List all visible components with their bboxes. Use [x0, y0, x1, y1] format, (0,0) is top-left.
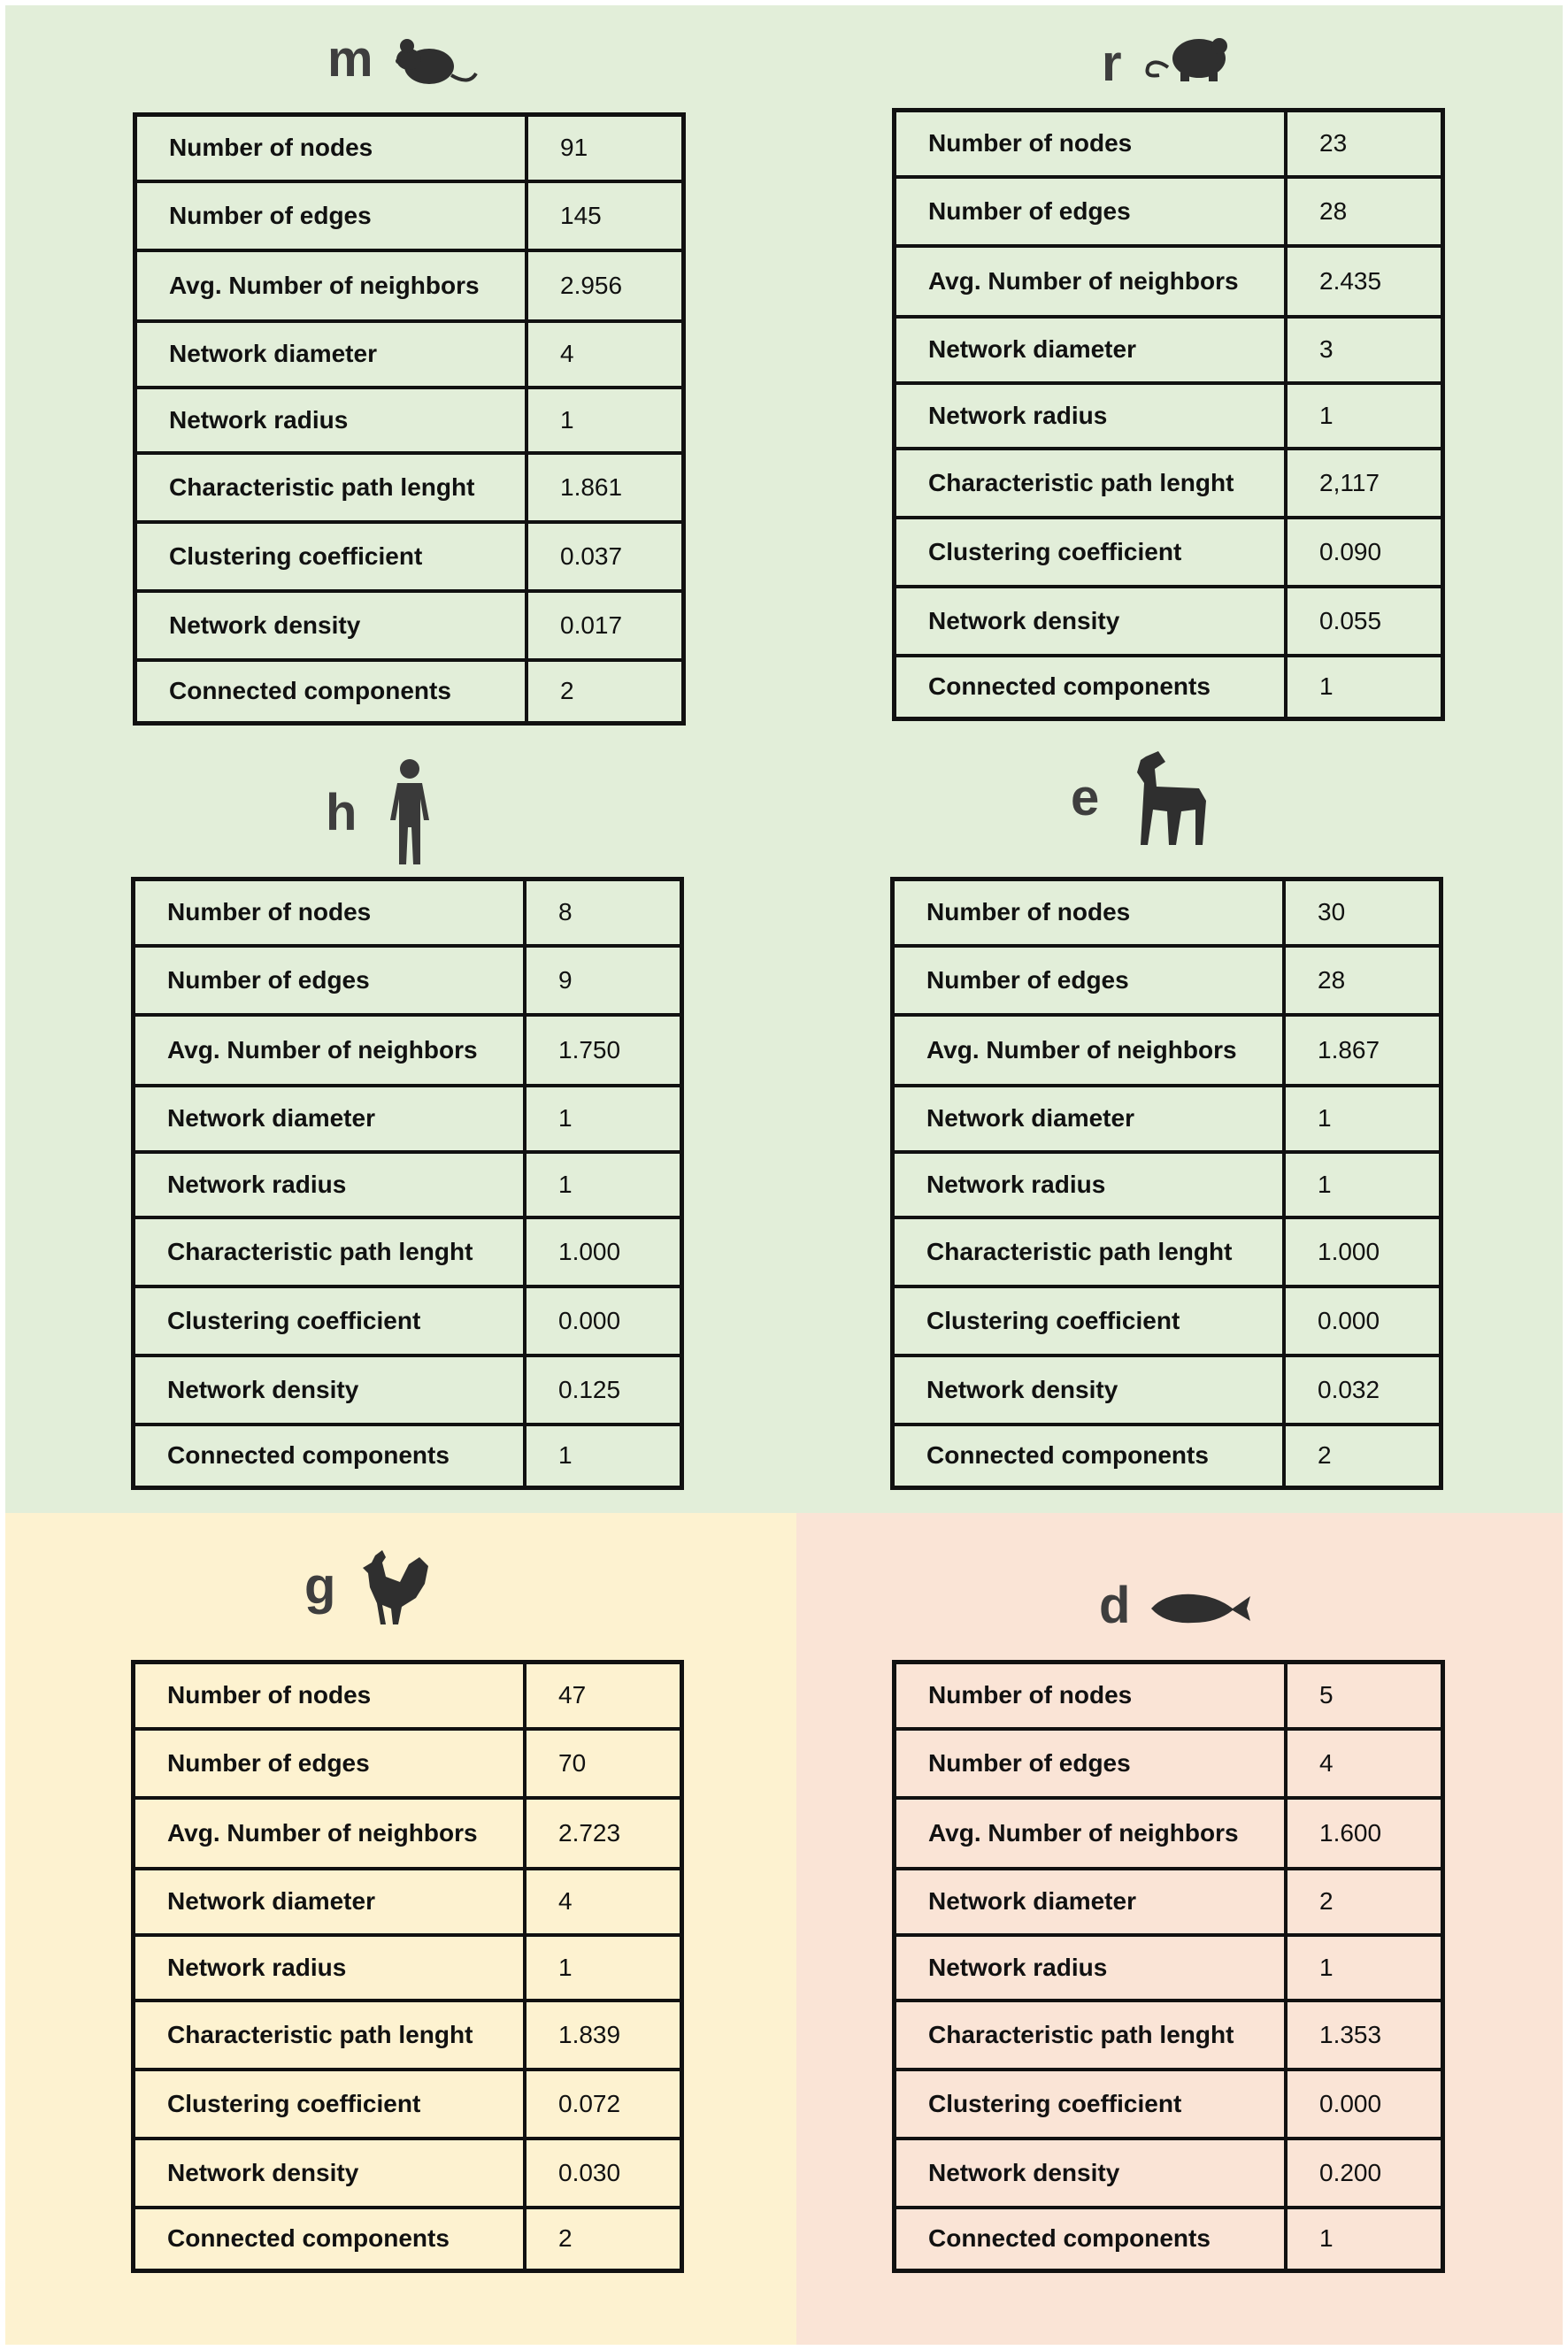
- stats-table-h: [131, 877, 684, 1490]
- metric-value: 1.750: [525, 1015, 682, 1086]
- metric-label: Number of edges: [135, 181, 527, 250]
- metric-label: Network radius: [893, 1152, 1285, 1217]
- metric-value: 2: [1284, 1425, 1441, 1488]
- metric-value: 91: [527, 115, 684, 181]
- panel-d-header: [1099, 1566, 1294, 1655]
- metric-value: 5: [1286, 1663, 1443, 1729]
- metric-label: Characteristic path lenght: [134, 2001, 526, 2070]
- metric-label: Number of nodes: [134, 879, 526, 946]
- metric-label: Avg. Number of neighbors: [893, 1015, 1285, 1086]
- metric-value: 70: [525, 1729, 682, 1798]
- panel-g-letter: g: [304, 1557, 336, 1615]
- fish-icon: [1148, 1582, 1254, 1635]
- metric-value: 4: [1286, 1729, 1443, 1798]
- metric-label: Number of nodes: [134, 1663, 526, 1729]
- metric-label: Network radius: [895, 1935, 1287, 2001]
- metric-value: 1: [525, 1086, 682, 1152]
- stats-table-d: [892, 1660, 1445, 2273]
- metric-value: 8: [525, 879, 682, 946]
- table-row: [134, 1663, 682, 1729]
- metric-value: 1: [1286, 2208, 1443, 2271]
- mouse-icon: [389, 31, 487, 93]
- metric-label: Characteristic path lenght: [135, 453, 527, 522]
- metric-value: 28: [1284, 946, 1441, 1015]
- metric-value: 47: [525, 1663, 682, 1729]
- metric-label: Network diameter: [895, 317, 1287, 383]
- panel-m-header: [327, 27, 504, 119]
- table-row: [895, 656, 1443, 719]
- metric-label: Number of edges: [895, 177, 1287, 246]
- stats-table-e: [890, 877, 1443, 1490]
- panel-d-letter: d: [1099, 1577, 1131, 1634]
- metric-label: Number of edges: [893, 946, 1285, 1015]
- metric-label: Connected components: [893, 1425, 1285, 1488]
- table-row: [134, 1798, 682, 1869]
- metric-label: Number of edges: [134, 1729, 526, 1798]
- table-row: [134, 2208, 682, 2271]
- metric-label: Network diameter: [895, 1869, 1287, 1935]
- metric-label: Number of nodes: [895, 111, 1287, 177]
- metric-value: 2.723: [525, 1798, 682, 1869]
- table-row: [134, 1086, 682, 1152]
- metric-label: Network diameter: [134, 1869, 526, 1935]
- metric-label: Avg. Number of neighbors: [134, 1798, 526, 1869]
- table-row: [134, 2001, 682, 2070]
- metric-value: 28: [1286, 177, 1443, 246]
- table-row: [134, 1869, 682, 1935]
- metric-label: Characteristic path lenght: [895, 449, 1287, 518]
- table-row: [893, 1355, 1441, 1425]
- stats-table-r: [892, 108, 1445, 721]
- metric-label: Avg. Number of neighbors: [135, 250, 527, 321]
- table-row: [895, 2070, 1443, 2139]
- metric-value: 1: [525, 1152, 682, 1217]
- table-row: [893, 1152, 1441, 1217]
- table-row: [134, 1217, 682, 1286]
- metric-label: Clustering coefficient: [135, 522, 527, 591]
- metric-label: Number of nodes: [895, 1663, 1287, 1729]
- panel-r-header: [1102, 22, 1279, 115]
- metric-label: Network radius: [895, 383, 1287, 449]
- metric-label: Connected components: [134, 2208, 526, 2271]
- metric-value: 145: [527, 181, 684, 250]
- metric-label: Network density: [895, 2139, 1287, 2208]
- metric-label: Characteristic path lenght: [893, 1217, 1285, 1286]
- table-row: [895, 449, 1443, 518]
- panel-h-letter: h: [326, 784, 357, 841]
- panel-e-header: [1071, 748, 1265, 863]
- metric-label: Network diameter: [134, 1086, 526, 1152]
- table-row: [134, 946, 682, 1015]
- metric-value: 0.125: [525, 1355, 682, 1425]
- table-row: [895, 111, 1443, 177]
- table-row: [134, 2139, 682, 2208]
- stats-table-g: [131, 1660, 684, 2273]
- metric-label: Connected components: [134, 1425, 526, 1488]
- table-row: [134, 1425, 682, 1488]
- metric-value: 1: [527, 388, 684, 453]
- metric-label: Clustering coefficient: [895, 518, 1287, 587]
- panel-e-letter: e: [1071, 769, 1100, 826]
- metric-label: Network radius: [134, 1152, 526, 1217]
- metric-label: Network density: [893, 1355, 1285, 1425]
- metric-label: Network diameter: [893, 1086, 1285, 1152]
- metric-label: Network density: [134, 2139, 526, 2208]
- metric-value: 23: [1286, 111, 1443, 177]
- table-row: [895, 246, 1443, 317]
- metric-value: 1: [1286, 656, 1443, 719]
- table-row: [893, 1086, 1441, 1152]
- table-row: [135, 453, 684, 522]
- metric-label: Network diameter: [135, 321, 527, 388]
- metric-value: 1.000: [525, 1217, 682, 1286]
- metric-label: Avg. Number of neighbors: [134, 1015, 526, 1086]
- metric-value: 0.000: [1284, 1286, 1441, 1355]
- metric-value: 0.090: [1286, 518, 1443, 587]
- metric-label: Network radius: [134, 1935, 526, 2001]
- table-row: [895, 2001, 1443, 2070]
- chicken-icon: [356, 1548, 435, 1632]
- metric-label: Connected components: [895, 2208, 1287, 2271]
- panel-g-header: [301, 1548, 496, 1637]
- table-row: [895, 587, 1443, 656]
- table-row: [135, 660, 684, 724]
- metric-label: Number of edges: [134, 946, 526, 1015]
- table-row: [893, 879, 1441, 946]
- table-row: [135, 321, 684, 388]
- metric-value: 1: [1286, 383, 1443, 449]
- metric-value: 2: [1286, 1869, 1443, 1935]
- metric-value: 1: [525, 1935, 682, 2001]
- metric-value: 1: [525, 1425, 682, 1488]
- metric-value: 2: [525, 2208, 682, 2271]
- table-row: [135, 591, 684, 660]
- metric-value: 1: [1284, 1152, 1441, 1217]
- metric-value: 4: [527, 321, 684, 388]
- metric-value: 0.072: [525, 2070, 682, 2139]
- table-row: [895, 1729, 1443, 1798]
- table-row: [135, 181, 684, 250]
- metric-value: 2.435: [1286, 246, 1443, 317]
- table-row: [895, 2139, 1443, 2208]
- metric-value: 0.030: [525, 2139, 682, 2208]
- panel-m-letter: m: [327, 30, 373, 88]
- metric-value: 1.861: [527, 453, 684, 522]
- metric-value: 1.353: [1286, 2001, 1443, 2070]
- metric-label: Avg. Number of neighbors: [895, 246, 1287, 317]
- table-row: [895, 1869, 1443, 1935]
- metric-label: Network density: [135, 591, 527, 660]
- metric-value: 9: [525, 946, 682, 1015]
- metric-value: 1: [1286, 1935, 1443, 2001]
- metric-value: 1: [1284, 1086, 1441, 1152]
- table-row: [895, 518, 1443, 587]
- table-row: [893, 1286, 1441, 1355]
- metric-value: 1.839: [525, 2001, 682, 2070]
- metric-label: Network density: [895, 587, 1287, 656]
- panel-h-header: [326, 756, 503, 872]
- metric-label: Clustering coefficient: [895, 2070, 1287, 2139]
- metric-label: Characteristic path lenght: [895, 2001, 1287, 2070]
- table-row: [895, 383, 1443, 449]
- table-row: [134, 1286, 682, 1355]
- table-row: [893, 946, 1441, 1015]
- metric-label: Number of edges: [895, 1729, 1287, 1798]
- table-row: [895, 2208, 1443, 2271]
- metric-value: 0.000: [525, 1286, 682, 1355]
- table-row: [893, 1015, 1441, 1086]
- table-row: [135, 522, 684, 591]
- horse-icon: [1119, 748, 1217, 854]
- table-row: [134, 2070, 682, 2139]
- metric-value: 30: [1284, 879, 1441, 946]
- metric-value: 1.867: [1284, 1015, 1441, 1086]
- metric-label: Characteristic path lenght: [134, 1217, 526, 1286]
- metric-label: Number of nodes: [893, 879, 1285, 946]
- metric-value: 0.017: [527, 591, 684, 660]
- table-row: [895, 1663, 1443, 1729]
- metric-label: Network density: [134, 1355, 526, 1425]
- metric-value: 4: [525, 1869, 682, 1935]
- metric-label: Clustering coefficient: [134, 2070, 526, 2139]
- metric-value: 2: [527, 660, 684, 724]
- table-row: [135, 250, 684, 321]
- metric-value: 3: [1286, 317, 1443, 383]
- metric-value: 0.000: [1286, 2070, 1443, 2139]
- rat-icon: [1141, 27, 1239, 88]
- table-row: [134, 1729, 682, 1798]
- human-icon: [374, 756, 445, 867]
- metric-label: Number of nodes: [135, 115, 527, 181]
- table-row: [895, 177, 1443, 246]
- metric-value: 0.055: [1286, 587, 1443, 656]
- table-row: [134, 1152, 682, 1217]
- metric-value: 2.956: [527, 250, 684, 321]
- metric-label: Clustering coefficient: [893, 1286, 1285, 1355]
- metric-label: Network radius: [135, 388, 527, 453]
- metric-value: 0.200: [1286, 2139, 1443, 2208]
- panel-r-letter: r: [1102, 35, 1122, 92]
- stats-table-m: [133, 112, 686, 726]
- table-row: [134, 1355, 682, 1425]
- metric-label: Avg. Number of neighbors: [895, 1798, 1287, 1869]
- table-row: [135, 388, 684, 453]
- table-row: [893, 1217, 1441, 1286]
- metric-value: 0.032: [1284, 1355, 1441, 1425]
- table-row: [895, 1935, 1443, 2001]
- table-row: [134, 1015, 682, 1086]
- table-row: [134, 879, 682, 946]
- metric-value: 2,117: [1286, 449, 1443, 518]
- metric-label: Connected components: [135, 660, 527, 724]
- table-row: [135, 115, 684, 181]
- table-row: [893, 1425, 1441, 1488]
- metric-label: Connected components: [895, 656, 1287, 719]
- metric-value: 0.037: [527, 522, 684, 591]
- table-row: [895, 317, 1443, 383]
- metric-label: Clustering coefficient: [134, 1286, 526, 1355]
- table-row: [134, 1935, 682, 2001]
- metric-value: 1.000: [1284, 1217, 1441, 1286]
- metric-value: 1.600: [1286, 1798, 1443, 1869]
- table-row: [895, 1798, 1443, 1869]
